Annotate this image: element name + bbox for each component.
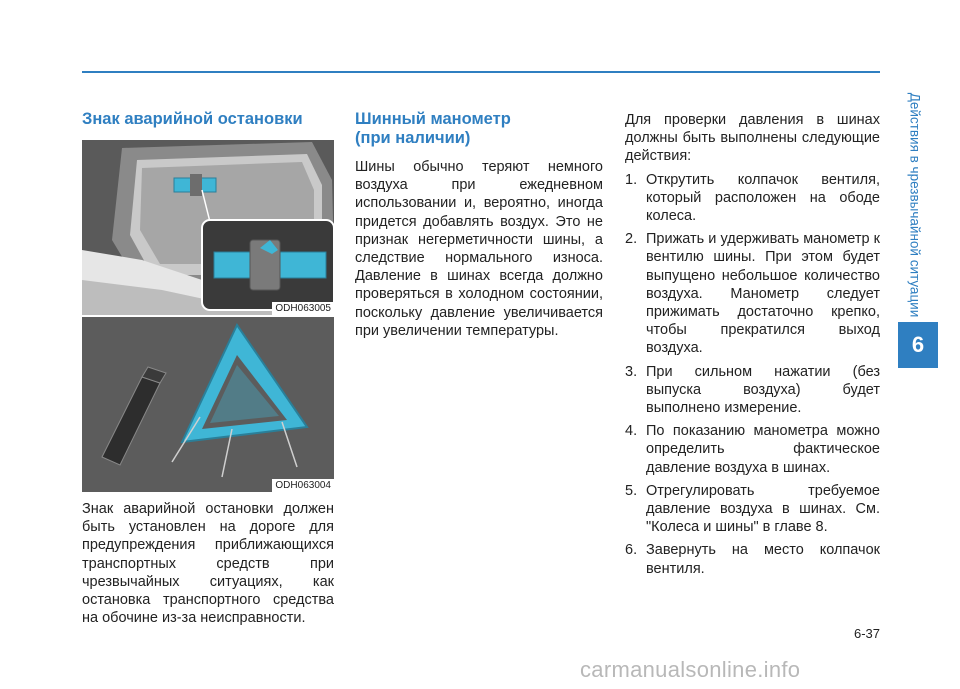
warning-triangle-text: Знак аварийной остановки должен быть установлен на дороге для предупреждения приближающихся транспортных средств при чрезвычайных ситуациях, как остановка транспортного средства на обочине из-за неисправности. — [82, 501, 334, 627]
step-text: По показанию манометра можно определить фактическое давление воздуха в шинах. — [646, 423, 880, 476]
procedure-step — [625, 363, 880, 418]
top-rule — [82, 71, 880, 73]
step-number: 2. — [625, 231, 638, 248]
left-column — [82, 110, 334, 627]
tire-gauge-heading-line1: Шинный манометр — [355, 110, 511, 128]
step-text: Завернуть на место колпачок вентиля. — [646, 542, 880, 577]
page-number: 6-37 — [853, 626, 880, 641]
warning-triangle-illustration — [82, 317, 334, 492]
tire-gauge-text: Шины обычно теряют немного воздуха при ежедневном использовании и, вероятно, иногда придется добавлять воздух. Это не признак негерметичности шины, а следствие нормального износа. Давление в шинах всегда должно проверяться в холодном состоянии, поскольку давление увеличивается при увеличении температуры. — [355, 159, 603, 339]
step-text: Отрегулировать требуемое давление воздуха в шинах. См. "Колеса и шины" в главе 8. — [646, 482, 880, 536]
figure-trunk — [82, 140, 334, 315]
procedure-step — [625, 171, 880, 226]
procedure-steps — [625, 171, 880, 578]
tire-gauge-heading-line2: (при наличии) — [355, 129, 471, 147]
step-number: 6. — [625, 542, 638, 559]
figure-code-1: ODH063005 — [272, 302, 334, 315]
step-number: 3. — [625, 363, 638, 380]
figure-code-2: ODH063004 — [272, 479, 334, 492]
trunk-illustration — [82, 140, 334, 315]
procedure-step — [625, 230, 880, 357]
step-text: Прижать и удерживать манометр к вентилю шины. При этом будет выпущено небольшое количество воздуха. Манометр следует прижимать достаточно крепко, чтобы прекратился выход воздуха. — [646, 231, 880, 357]
side-section-title-text: Действия в чрезвычайной ситуации — [907, 92, 923, 318]
warning-triangle-heading: Знак аварийной остановки — [82, 110, 303, 128]
chapter-tab: 6 — [898, 322, 938, 368]
procedure-step — [625, 541, 880, 577]
step-text: Открутить колпачок вентиля, который расположен на ободе колеса. — [646, 171, 880, 225]
step-number: 1. — [625, 171, 638, 188]
step-text: При сильном нажатии (без выпуска воздуха) будет выполнено измерение. — [646, 363, 880, 417]
middle-column — [355, 110, 603, 340]
side-section-title — [898, 90, 932, 320]
watermark: carmanualsonline.info — [580, 657, 801, 682]
step-number: 4. — [625, 423, 638, 440]
procedure-step — [625, 422, 880, 477]
procedure-step — [625, 482, 880, 537]
figure-triangle — [82, 317, 334, 492]
procedure-intro: Для проверки давления в шинах должны быть выполнены следующие действия: — [625, 112, 880, 165]
step-number: 5. — [625, 482, 638, 499]
right-column — [625, 111, 880, 578]
